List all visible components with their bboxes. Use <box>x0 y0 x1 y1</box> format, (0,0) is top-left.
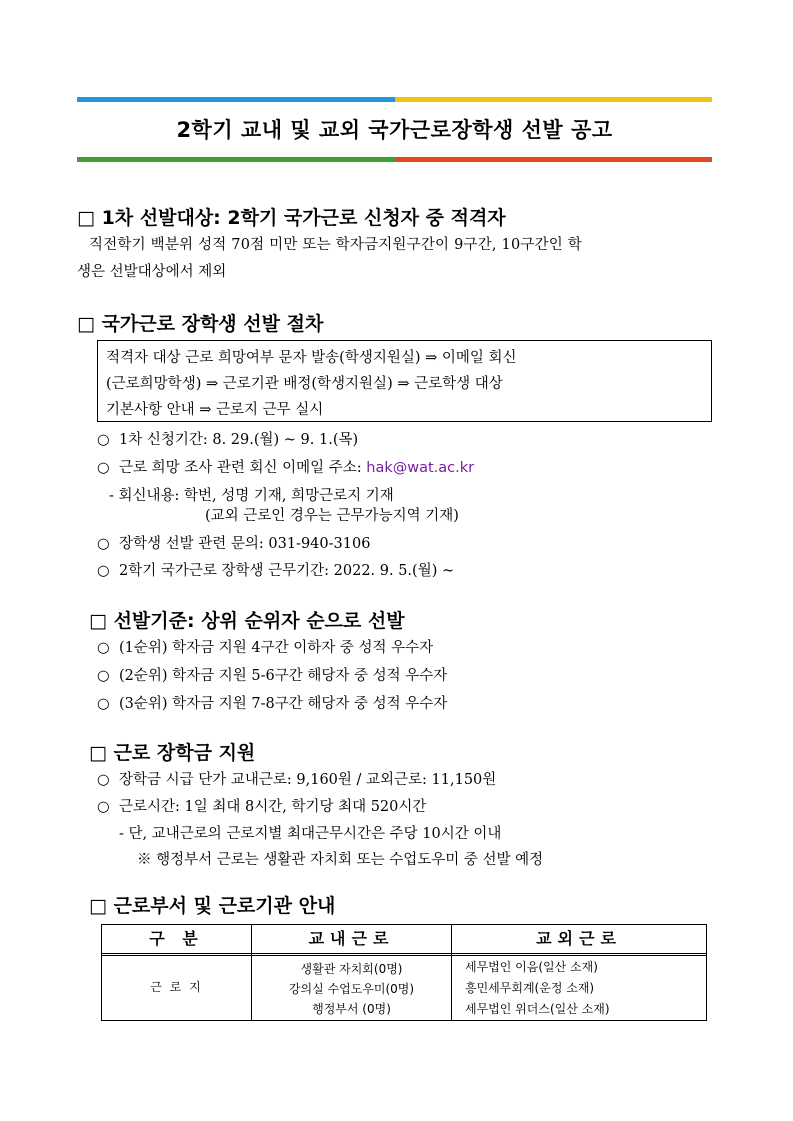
list-item <box>97 428 358 449</box>
top-bar-yellow <box>395 97 712 102</box>
list-item <box>97 795 426 816</box>
bullet-circle: ○ <box>97 772 110 788</box>
list-item <box>97 636 433 657</box>
sub-item: - 단, 교내근로의 근로지별 최대근무시간은 주당 10시간 이내 <box>119 826 502 842</box>
work-period: 2학기 국가근로 장학생 근무기간: 2022. 9. 5.(월) ~ <box>119 563 455 579</box>
page-title: 2학기 교내 및 교외 국가근로장학생 선발 공고 <box>176 118 613 142</box>
section1-text-line1: 직전학기 백분위 성적 70점 미만 또는 학자금지원구간이 9구간, 10구간인 학 <box>89 237 583 253</box>
on-campus-item: 행정부서 (0명) <box>312 1002 391 1016</box>
procedure-box <box>97 340 712 422</box>
on-campus-item: 강의실 수업도우미(0명) <box>288 982 415 996</box>
list-item <box>97 664 447 685</box>
criteria-2: (2순위) 학자금 지원 5-6구간 해당자 중 성적 우수자 <box>119 668 448 684</box>
sub-item: - 회신내용: 학번, 성명 기재, 희망근로지 기재 <box>109 488 394 504</box>
bullet-circle: ○ <box>97 460 110 476</box>
note-item: ※ 행정부서 근로는 생활관 자치회 또는 수업도우미 중 선발 예정 <box>137 852 544 868</box>
list-item <box>97 768 496 789</box>
list-item <box>97 456 474 477</box>
bullet-circle: ○ <box>97 696 110 712</box>
section5-heading: □ 근로부서 및 근로기관 안내 <box>89 895 336 917</box>
work-hours: 근로시간: 1일 최대 8시간, 학기당 최대 520시간 <box>119 799 427 815</box>
off-campus-item: 세무법인 이음(일산 소재) <box>465 960 598 974</box>
bullet-circle: ○ <box>97 640 110 656</box>
email-link[interactable]: hak@wat.ac.kr <box>366 460 475 476</box>
table-header-off-campus: 교외근로 <box>536 929 622 948</box>
criteria-1: (1순위) 학자금 지원 4구간 이하자 중 성적 우수자 <box>119 640 434 656</box>
bottom-bar-green <box>77 157 395 162</box>
section1-text-line2: 생은 선발대상에서 제외 <box>77 264 227 280</box>
table-header-on-campus: 교내근로 <box>308 929 395 948</box>
bullet-circle: ○ <box>97 668 110 684</box>
bullet-circle: ○ <box>97 432 110 448</box>
table-header-divider <box>102 953 706 956</box>
off-campus-item: 세무법인 위더스(일산 소재) <box>465 1002 610 1016</box>
procedure-line-1: 적격자 대상 근로 희망여부 문자 발송(학생지원실) ⇒ 이메일 회신 <box>106 350 517 366</box>
section2-heading: □ 국가근로 장학생 선발 절차 <box>77 313 324 335</box>
section3-heading: □ 선발기준: 상위 순위자 순으로 선발 <box>89 610 405 632</box>
work-location-table <box>101 924 707 1021</box>
off-campus-item: 흥민세무회계(운정 소재) <box>465 981 595 995</box>
table-header-category: 구 분 <box>149 929 204 948</box>
list-item <box>97 532 370 553</box>
bottom-bar-red <box>395 157 712 162</box>
top-bar-blue <box>77 97 395 102</box>
table-divider <box>451 925 452 1020</box>
sub-item-note: (교외 근로인 경우는 근무가능지역 기재) <box>205 508 459 524</box>
table-row-label: 근 로 지 <box>150 980 203 994</box>
email-label: 근로 희망 조사 관련 회신 이메일 주소: <box>119 460 367 476</box>
bullet-circle: ○ <box>97 536 110 552</box>
on-campus-item: 생활관 자치회(0명) <box>300 962 403 976</box>
section1-heading: □ 1차 선발대상: 2학기 국가근로 신청자 중 적격자 <box>77 207 506 229</box>
procedure-line-2: (근로희망학생) ⇒ 근로기관 배정(학생지원실) ⇒ 근로학생 대상 <box>106 376 503 392</box>
list-item <box>97 692 447 713</box>
procedure-line-3: 기본사항 안내 ⇒ 근로지 근무 실시 <box>106 402 324 418</box>
bullet-circle: ○ <box>97 563 110 579</box>
list-item <box>97 559 454 580</box>
section4-heading: □ 근로 장학금 지원 <box>89 742 256 764</box>
criteria-3: (3순위) 학자금 지원 7-8구간 해당자 중 성적 우수자 <box>119 696 448 712</box>
inquiry-contact: 장학생 선발 관련 문의: 031-940-3106 <box>119 536 371 552</box>
application-period: 1차 신청기간: 8. 29.(월) ~ 9. 1.(목) <box>119 432 359 448</box>
hourly-wage: 장학금 시급 단가 교내근로: 9,160원 / 교외근로: 11,150원 <box>119 772 497 788</box>
bullet-circle: ○ <box>97 799 110 815</box>
